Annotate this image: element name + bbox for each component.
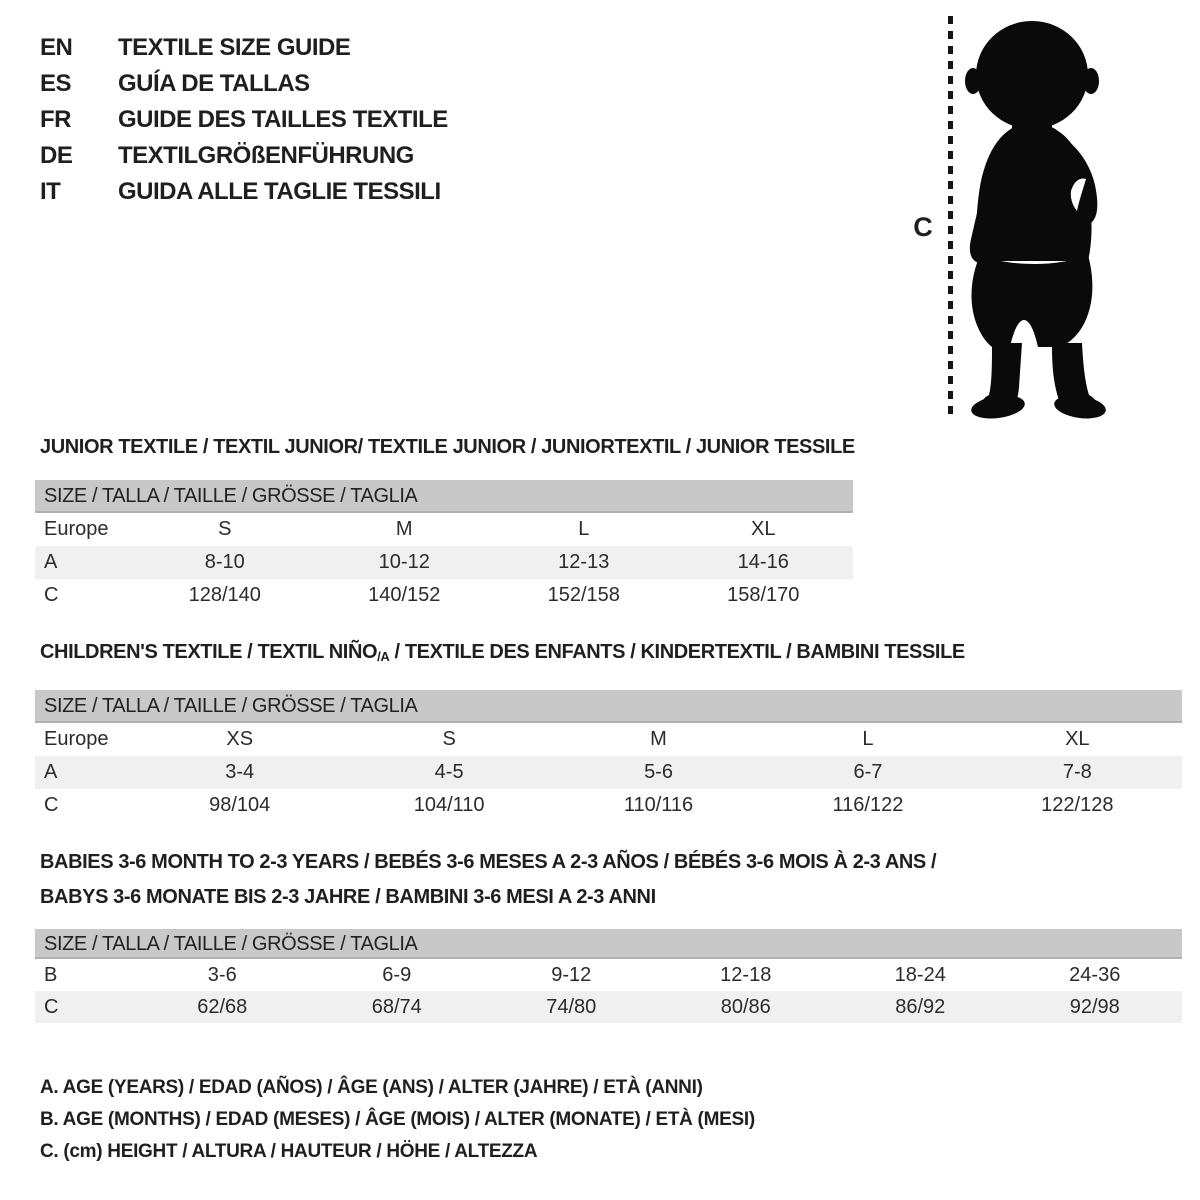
children-title-sub: /A [377, 649, 390, 664]
height-cell: 86/92 [895, 995, 946, 1018]
table-row-height [35, 789, 1182, 822]
children-title-prefix: CHILDREN'S TEXTILE / TEXTIL NIÑO [40, 641, 378, 663]
table-row-age [35, 546, 853, 579]
row-label: C [44, 995, 59, 1018]
size-cell: M [650, 728, 667, 750]
age-cell: 5-6 [644, 761, 673, 783]
row-label: A [44, 551, 58, 573]
table-row-height [35, 579, 853, 612]
row-label: C [44, 794, 59, 816]
size-cell: S [442, 728, 456, 750]
height-cell: 110/116 [623, 794, 694, 816]
lang-row-de [40, 138, 448, 174]
row-label: Europe [44, 728, 109, 750]
height-cell: 80/86 [720, 995, 771, 1018]
junior-section-title: JUNIOR TEXTILE / TEXTIL JUNIOR/ TEXTILE JUNIOR / JUNIORTEXTIL / JUNIOR TESSILE [40, 436, 855, 458]
lang-code: DE [40, 142, 73, 169]
footnotes [40, 1072, 755, 1168]
babies-section-title-line2: BABYS 3-6 MONATE BIS 2-3 JAHRE / BAMBINI 3-6 MESI A 2-3 ANNI [40, 886, 656, 908]
children-size-table [35, 690, 1182, 822]
age-cell: 14-16 [737, 551, 789, 573]
children-section-title [40, 641, 965, 664]
lang-title: GUIDE DES TAILLES TEXTILE [118, 106, 448, 133]
height-cell: 152/158 [547, 584, 620, 606]
footnote-a: A. AGE (YEARS) / EDAD (AÑOS) / ÂGE (ANS) / ALTER (JAHRE) / ETÀ (ANNI) [40, 1077, 703, 1098]
lang-code: ES [40, 70, 72, 97]
age-cell: 4-5 [434, 761, 464, 783]
table-row-europe [35, 513, 853, 546]
height-measure-label: C [913, 212, 933, 242]
table-row-height [35, 991, 1182, 1023]
lang-row-en [40, 30, 448, 66]
row-label: A [44, 761, 58, 783]
footnote-c: C. (cm) HEIGHT / ALTURA / HAUTEUR / HÖHE / ALTEZZA [40, 1141, 538, 1162]
age-cell: 3-4 [225, 761, 255, 783]
lang-row-it [40, 174, 448, 210]
size-cell: XL [1065, 728, 1090, 750]
language-guide [40, 30, 448, 210]
age-cell: 6-9 [382, 963, 412, 986]
height-cell: 140/152 [368, 584, 441, 606]
table-row-europe [35, 723, 1182, 756]
babies-size-table [35, 929, 1182, 1023]
junior-size-table [35, 480, 853, 612]
toddler-silhouette-icon [958, 15, 1143, 420]
babies-section-title-line1: BABIES 3-6 MONTH TO 2-3 YEARS / BEBÉS 3-6 MESES A 2-3 AÑOS / BÉBÉS 3-6 MOIS À 2-3 ANS / [40, 851, 937, 873]
size-cell: XS [226, 728, 254, 750]
height-cell: 98/104 [209, 794, 271, 816]
lang-title: TEXTILGRÖßENFÜHRUNG [118, 142, 414, 169]
row-label: C [44, 584, 59, 606]
lang-row-es [40, 66, 448, 102]
age-cell: 12-18 [720, 963, 772, 986]
size-cell: L [862, 728, 874, 750]
height-cell: 74/80 [546, 995, 597, 1018]
size-cell: L [578, 518, 590, 540]
age-cell: 6-7 [853, 761, 883, 783]
table-row-age [35, 756, 1182, 789]
size-cell: XL [751, 518, 776, 540]
size-cell: M [395, 518, 413, 540]
lang-code: IT [40, 178, 61, 205]
table-row-age-months [35, 959, 1182, 991]
lang-row-fr [40, 102, 448, 138]
height-cell: 62/68 [197, 995, 248, 1018]
lang-title: TEXTILE SIZE GUIDE [118, 34, 351, 61]
age-cell: 7-8 [1062, 761, 1092, 783]
height-cell: 116/122 [832, 794, 904, 816]
lang-code: EN [40, 34, 73, 61]
age-cell: 24-36 [1069, 963, 1121, 986]
age-cell: 8-10 [204, 551, 245, 573]
lang-code: FR [40, 106, 71, 133]
age-cell: 12-13 [558, 551, 610, 573]
height-cell: 92/98 [1069, 995, 1120, 1018]
children-title-suffix: / TEXTILE DES ENFANTS / KINDERTEXTIL / BAMBINI TESSILE [389, 641, 965, 663]
height-cell: 68/74 [371, 995, 422, 1018]
size-header-bar: SIZE / TALLA / TAILLE / GRÖSSE / TAGLIA [35, 480, 853, 513]
lang-title: GUIDA ALLE TAGLIE TESSILI [118, 178, 441, 205]
age-cell: 10-12 [378, 551, 430, 573]
height-cell: 158/170 [727, 584, 800, 606]
row-label: Europe [44, 518, 109, 540]
age-cell: 18-24 [894, 963, 946, 986]
size-header-bar: SIZE / TALLA / TAILLE / GRÖSSE / TAGLIA [35, 929, 1182, 959]
height-measure-dashed-line [948, 16, 953, 416]
age-cell: 3-6 [207, 963, 237, 986]
height-cell: 104/110 [413, 794, 485, 816]
age-cell: 9-12 [551, 963, 592, 986]
row-label: B [44, 963, 58, 986]
height-cell: 128/140 [188, 584, 261, 606]
lang-title: GUÍA DE TALLAS [118, 70, 310, 97]
height-cell: 122/128 [1041, 794, 1114, 816]
size-cell: S [218, 518, 232, 540]
footnote-b: B. AGE (MONTHS) / EDAD (MESES) / ÂGE (MOIS) / ALTER (MONATE) / ETÀ (MESI) [40, 1109, 755, 1130]
size-header-bar: SIZE / TALLA / TAILLE / GRÖSSE / TAGLIA [35, 690, 1182, 723]
